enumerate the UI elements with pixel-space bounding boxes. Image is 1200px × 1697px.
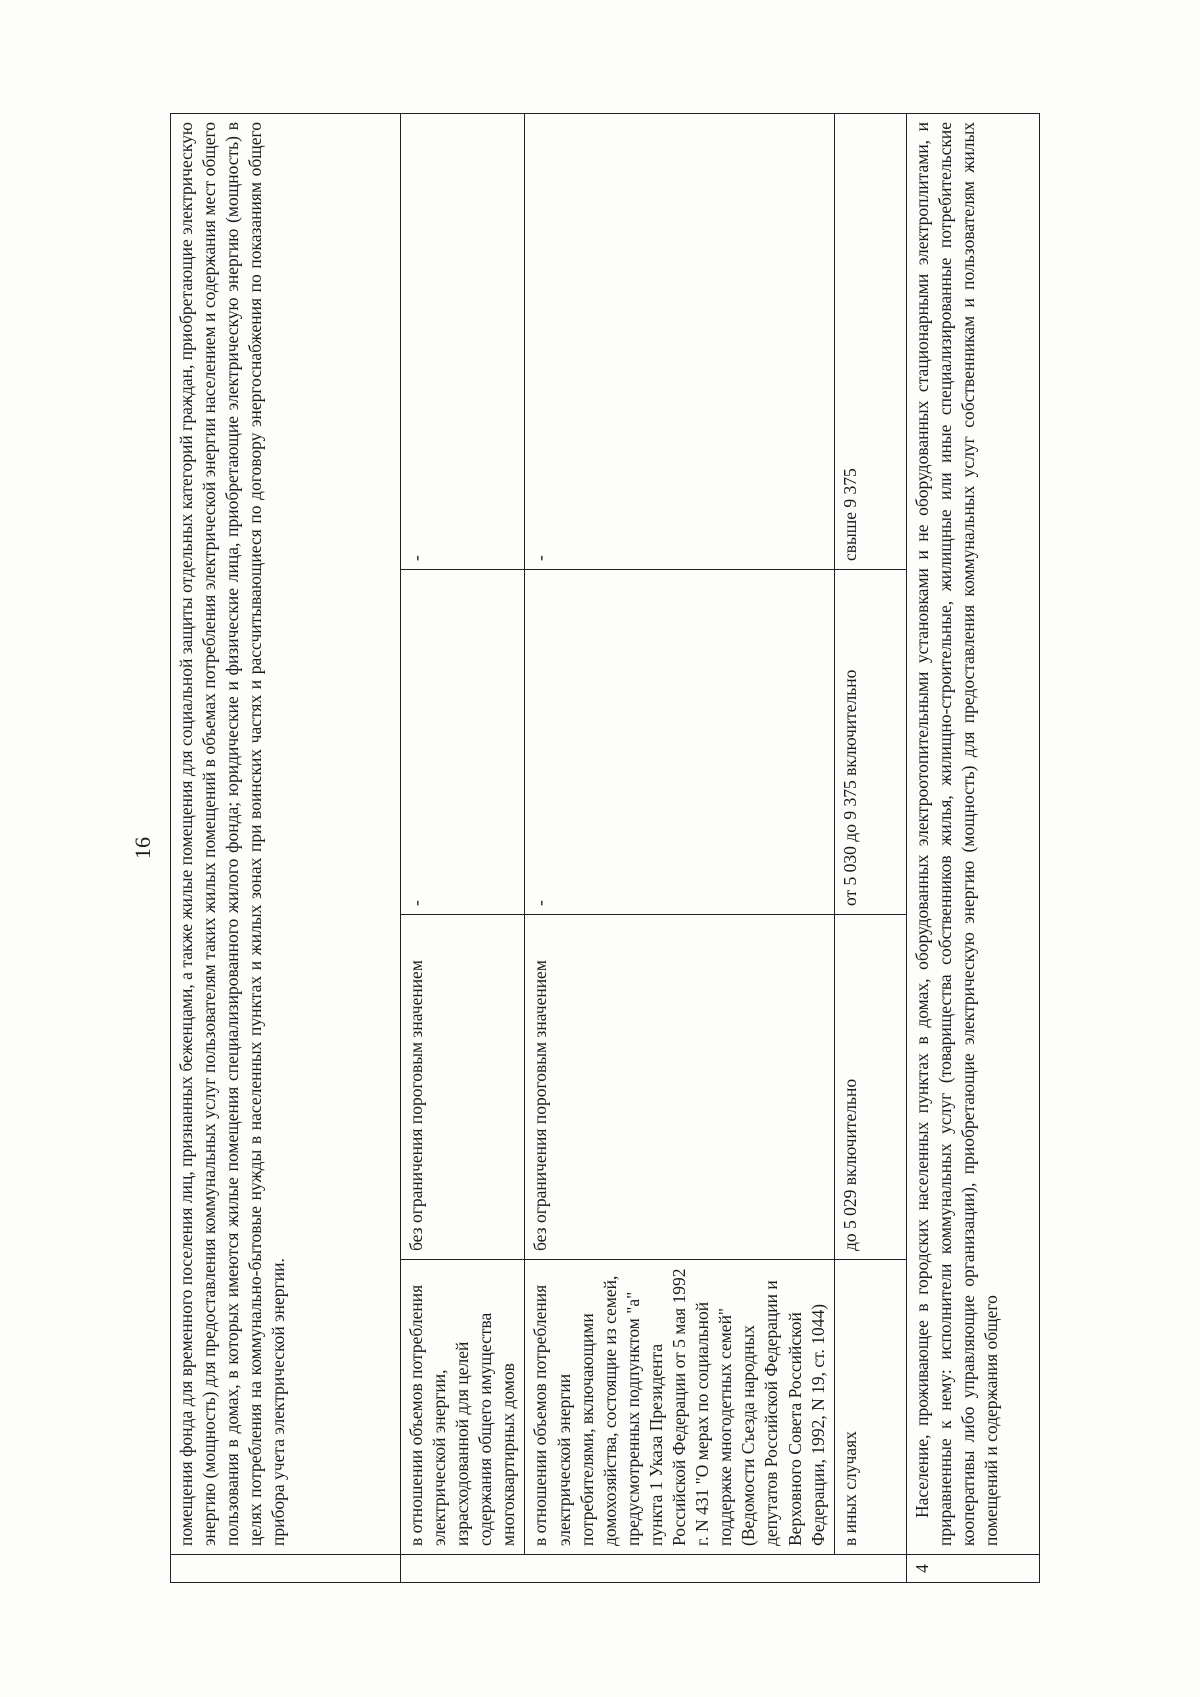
threshold-cell: от 5 030 до 9 375 включительно: [834, 570, 906, 915]
table-row: [525, 114, 834, 1583]
threshold-cell: свыше 9 375: [834, 114, 906, 570]
tariff-table: [170, 113, 1040, 1583]
threshold-cell: до 5 029 включительно: [834, 915, 906, 1260]
sub-row-label: в отношении объемов потребления электрической энергии, израсходованной для целей содержания общего имущества многоквартирных домов: [401, 1260, 525, 1555]
sub-row-label: в иных случаях: [834, 1260, 906, 1555]
threshold-cell: -: [525, 570, 834, 915]
table-row: [906, 114, 1039, 1583]
tariff-table-page: [170, 113, 1040, 1583]
threshold-cell: без ограничения пороговым значением: [401, 915, 525, 1260]
table-row: [401, 114, 525, 1583]
continuation-text: помещения фонда для временного поселения лиц, признанных беженцами, а также жилые помещения для социальной защиты отдельных категорий граждан, приобретающие электрическую энергию (мощность) для предоставления коммунальных услуг пользователям таких жилых помещений в объемах потребления электрической энергии населением и содержания мест общего пользования в домах, в которых имеются жилые помещения специализированного жилого фонда; юридические и физические лица, приобретающие электрическую энергию (мощность) в целях потребления на коммунально-бытовые нужды в населенных пунктах и жилых зонах при воинских частях и рассчитывающиеся по договору энергоснабжения по показаниям общего прибора учета электрической энергии.: [171, 114, 401, 1555]
threshold-cell: без ограничения пороговым значением: [525, 915, 834, 1260]
row4-text: Население, проживающее в городских населенных пунктах в домах, оборудованных электроотопительными установками и не оборудованных стационарными электроплитами, и приравненные к нему: исполнители коммунальных услуг (товарищества собственников жилья, жилищно-строительные, жилищные или иные специализированные потребительские кооперативы либо управляющие организации), приобретающие электрическую энергию (мощность) для предоставления коммунальных услуг собственникам и пользователям жилых помещений и содержания общего: [906, 114, 1039, 1555]
table-row: [171, 114, 401, 1583]
threshold-cell: -: [401, 114, 525, 570]
page-number: 16: [130, 837, 155, 859]
sub-row-label: в отношении объемов потребления электрической энергии потребителями, включающими домохозяйства, состоящие из семей, предусмотренных подпунктом "а" пункта 1 Указа Президента Российской Федерации от 5 мая 1992 г. N 431 "О мерах по социальной поддержке многодетных семей" (Ведомости Съезда народных депутатов Российской Федерации и Верховного Совета Российской Федерации, 1992, N 19, ст. 1044): [525, 1260, 834, 1555]
threshold-cell: -: [401, 570, 525, 915]
threshold-cell: -: [525, 114, 834, 570]
table-row: [834, 114, 906, 1583]
row-number: 4: [906, 1555, 1039, 1583]
